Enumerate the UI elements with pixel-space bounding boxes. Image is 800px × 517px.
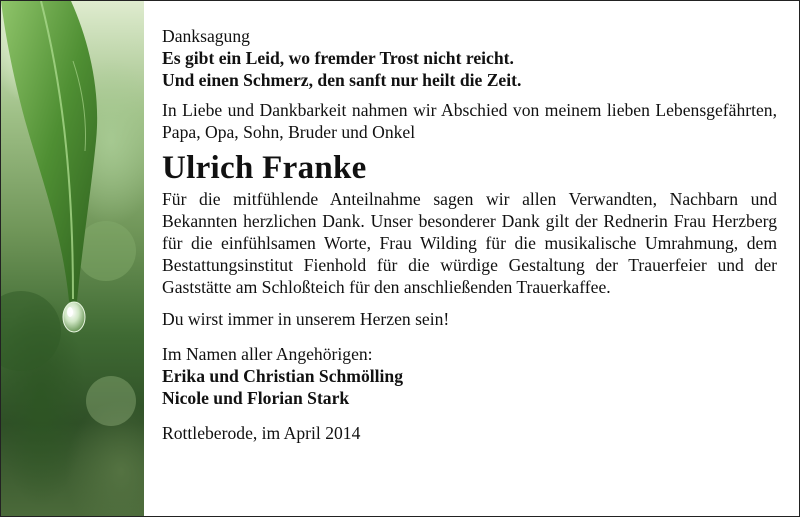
signature-intro: Im Namen aller Angehörigen: — [162, 344, 373, 364]
place-date: Rottleberode, im April 2014 — [162, 423, 361, 443]
heading: Danksagung — [162, 26, 250, 46]
intro-text: In Liebe und Dankbarkeit nahmen wir Abschied von meinem lieben Lebensgefährten, Papa, Opa, Sohn, Bruder und Onkel — [162, 100, 777, 142]
leaf-water-drop-photo — [1, 1, 144, 516]
deceased-name: Ulrich Franke — [162, 150, 367, 186]
signatory-2: Nicole und Florian Stark — [162, 388, 350, 408]
quote-line-2: Und einen Schmerz, den sanft nur heilt die Zeit. — [162, 70, 522, 90]
thanks-text: Für die mitfühlende Anteilnahme sagen wir allen Verwandten, Nachbarn und Bekannten herzlichen Dank. Unser besonderer Dank gilt der Rednerin Frau Herzberg für die einfühlsamen Worte, Frau Wilding für die musikalische Umrahmung, dem Bestattungsinstitut Fienhold für die würdige Gestaltung der Trauerfeier und der Gaststätte am Schloßteich für den anschließenden Trauerkaffee. — [162, 189, 777, 297]
signatory-1: Erika und Christian Schmölling — [162, 366, 404, 386]
water-drop — [63, 302, 85, 332]
closing-line: Du wirst immer in unserem Herzen sein! — [162, 309, 450, 329]
leaf-illustration — [1, 1, 144, 516]
notice-text — [162, 25, 777, 444]
quote-line-1: Es gibt ein Leid, wo fremder Trost nicht reicht. — [162, 48, 514, 68]
